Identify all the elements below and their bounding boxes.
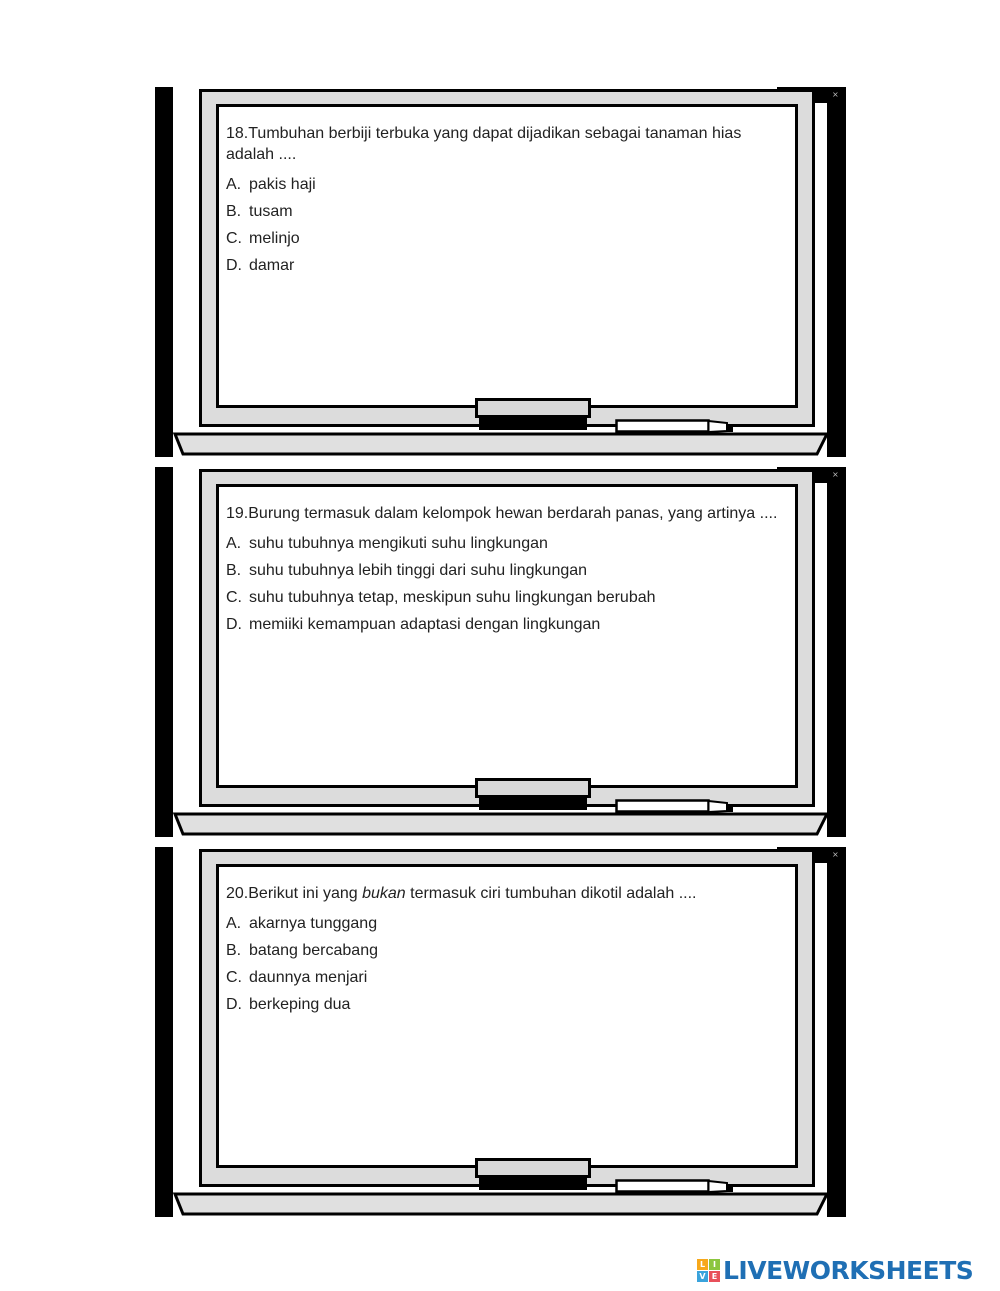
answer-option[interactable] — [226, 225, 786, 252]
logo-letter: L — [697, 1259, 708, 1270]
option-text: batang bercabang — [249, 942, 378, 959]
question-text: 18.Tumbuhan berbiji terbuka yang dapat dijadikan sebagai tanaman hias adalah .... — [226, 125, 742, 163]
chalk-ledge — [155, 812, 846, 837]
answer-option[interactable] — [226, 964, 786, 991]
answer-option[interactable] — [226, 198, 786, 225]
logo-text: LIVEWORKSHEETS — [723, 1255, 974, 1285]
liveworksheets-logo — [697, 1257, 973, 1283]
answer-option[interactable] — [226, 991, 786, 1018]
option-letter: C. — [226, 969, 242, 986]
chalk-icon — [615, 799, 737, 814]
question-text-start: 20.Berikut ini yang — [226, 885, 363, 902]
chalk-ledge — [155, 1192, 846, 1217]
close-icon[interactable]: × — [832, 90, 839, 99]
logo-letter: I — [709, 1259, 720, 1270]
option-letter: C. — [226, 589, 242, 606]
option-text: tusam — [249, 203, 293, 220]
eraser-icon — [475, 398, 591, 433]
option-letter: B. — [226, 942, 242, 959]
chalkboard-question-19 — [155, 467, 846, 837]
board-right-edge — [827, 87, 846, 457]
option-text: suhu tubuhnya lebih tinggi dari suhu lingkungan — [249, 562, 588, 579]
answer-option[interactable] — [226, 557, 786, 584]
chalk-icon — [615, 1179, 737, 1194]
answer-option[interactable] — [226, 252, 786, 279]
question-block — [226, 503, 786, 638]
eraser-icon — [475, 778, 591, 813]
option-text: berkeping dua — [249, 996, 351, 1013]
logo-letter: E — [709, 1271, 720, 1282]
option-text: damar — [249, 257, 295, 274]
option-text: memiiki kemampuan adaptasi dengan lingkungan — [249, 616, 601, 633]
answer-option[interactable] — [226, 937, 786, 964]
question-text-emphasis: bukan — [362, 885, 406, 902]
question-block — [226, 123, 786, 279]
close-icon[interactable]: × — [832, 470, 839, 479]
chalkboard-question-20 — [155, 847, 846, 1217]
logo-mark-icon — [697, 1259, 720, 1282]
board-left-edge — [155, 847, 173, 1217]
option-letter: D. — [226, 257, 242, 274]
question-block — [226, 883, 786, 1018]
close-icon[interactable]: × — [832, 850, 839, 859]
chalk-icon — [615, 419, 737, 434]
answer-option[interactable] — [226, 530, 786, 557]
board-right-edge — [827, 847, 846, 1217]
answer-option[interactable] — [226, 171, 786, 198]
option-text: suhu tubuhnya mengikuti suhu lingkungan — [249, 535, 548, 552]
answer-option[interactable] — [226, 584, 786, 611]
option-letter: B. — [226, 562, 242, 579]
eraser-icon — [475, 1158, 591, 1193]
option-text: melinjo — [249, 230, 300, 247]
option-letter: C. — [226, 230, 242, 247]
option-text: pakis haji — [249, 176, 316, 193]
answer-option[interactable] — [226, 611, 786, 638]
chalk-ledge — [155, 432, 846, 457]
option-letter: D. — [226, 616, 242, 633]
chalkboard-question-18 — [155, 87, 846, 457]
option-letter: D. — [226, 996, 242, 1013]
question-text: 19.Burung termasuk dalam kelompok hewan berdarah panas, yang artinya .... — [226, 505, 778, 522]
logo-letter: V — [697, 1271, 708, 1282]
question-text — [226, 883, 786, 904]
option-letter: A. — [226, 176, 242, 193]
option-letter: B. — [226, 203, 242, 220]
board-right-edge — [827, 467, 846, 837]
option-letter: A. — [226, 535, 242, 552]
question-text-end: termasuk ciri tumbuhan dikotil adalah .... — [405, 885, 697, 902]
board-left-edge — [155, 87, 173, 457]
option-letter: A. — [226, 915, 242, 932]
board-left-edge — [155, 467, 173, 837]
option-text: suhu tubuhnya tetap, meskipun suhu lingkungan berubah — [249, 589, 656, 606]
option-text: daunnya menjari — [249, 969, 368, 986]
answer-option[interactable] — [226, 910, 786, 937]
option-text: akarnya tunggang — [249, 915, 378, 932]
